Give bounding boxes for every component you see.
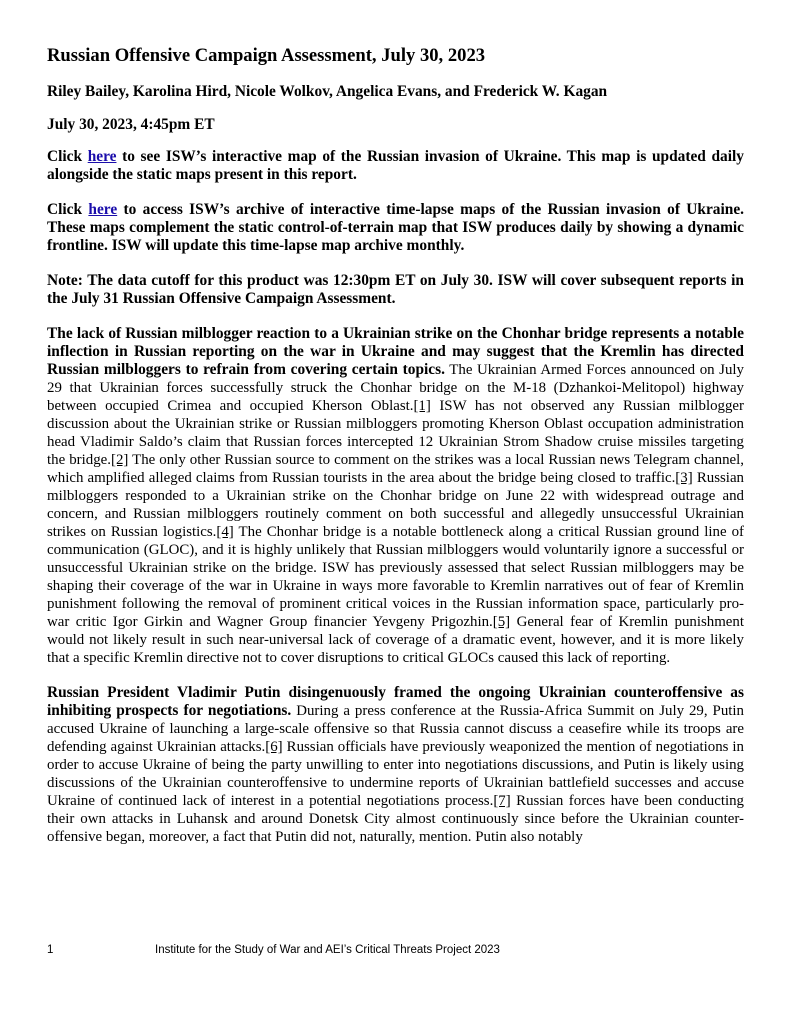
- lead-sentence: The lack of Russian milblogger reaction to a Ukrainian strike on the Chonhar bridge represents a notable inflection in Russian reporting on the war in Ukraine and may suggest that the Kremlin has directed Russian milbloggers to refrain from covering certain topics.: [47, 325, 744, 378]
- footer-organization: Institute for the Study of War and AEI’s Critical Threats Project 2023: [155, 944, 500, 956]
- footnote-link-2[interactable]: [2]: [110, 452, 129, 468]
- footnote-link-3[interactable]: [3]: [675, 470, 693, 486]
- paragraph-putin-negotiations: Russian President Vladimir Putin disingenuously framed the ongoing Ukrainian counteroffensive as inhibiting prospects for negotiations. During a press conference at the Russia-Africa Summit on July 29, Putin accused Ukraine of launching a large-scale offensive so that Russia cannot discuss a ceasefire while its troops are defending against Ukrainian attacks.[6] Russian officials have previously weaponized the mention of negotiations in order to accuse Ukraine of being the party unwilling to enter into negotiations discussions, and Putin is likely using discussions of the Ukrainian counteroffensive to undermine reports of Ukrainian battlefield successes and accuse Ukraine of continued lack of interest in a potential negotiations process.[7] Russian forces have been conducting their own attacks in Luhansk and around Donetsk City almost continuously since before the Ukrainian counter-offensive began, moreover, a fact that Putin did not, naturally, mention. Putin also notably: [47, 684, 744, 845]
- timelapse-archive-link[interactable]: here: [88, 201, 118, 218]
- report-authors: Riley Bailey, Karolina Hird, Nicole Wolkov, Angelica Evans, and Frederick W. Kagan: [47, 83, 608, 100]
- footnote-link-7[interactable]: [7]: [493, 793, 511, 809]
- data-cutoff-note: Note: The data cutoff for this product was 12:30pm ET on July 30. ISW will cover subsequent reports in the July 31 Russian Offensive Campaign Assessment.: [47, 272, 744, 307]
- interactive-map-link[interactable]: here: [87, 148, 117, 165]
- report-title: Russian Offensive Campaign Assessment, July 30, 2023: [47, 45, 486, 66]
- report-date: July 30, 2023, 4:45pm ET: [47, 116, 215, 133]
- page-number: 1: [47, 944, 54, 956]
- lead-sentence: Russian President Vladimir Putin disingenuously framed the ongoing Ukrainian counteroffensive as inhibiting prospects for negotiations.: [47, 684, 744, 719]
- footnote-link-6[interactable]: [6]: [265, 739, 283, 755]
- footnote-link-4[interactable]: [4]: [216, 524, 234, 540]
- footnote-link-1[interactable]: [1]: [413, 398, 431, 414]
- timelapse-map-note: Click here to access ISW’s archive of interactive time-lapse maps of the Russian invasion of Ukraine. These maps complement the static control-of-terrain map that ISW produces daily by showing a dynamic frontline. ISW will update this time-lapse map archive monthly.: [47, 201, 744, 254]
- report-body: [47, 44, 744, 863]
- paragraph-chonhar-bridge: The lack of Russian milblogger reaction to a Ukrainian strike on the Chonhar bridge represents a notable inflection in Russian reporting on the war in Ukraine and may suggest that the Kremlin has directed Russian milbloggers to refrain from covering certain topics. The Ukrainian Armed Forces announced on July 29 that Ukrainian forces successfully struck the Chonhar bridge on the M-18 (Dzhankoi-Melitopol) highway between occupied Crimea and occupied Kherson Oblast.[1] ISW has not observed any Russian milblogger discussion about the Ukrainian strike or Russian milbloggers promoting Kherson Oblast occupation administration head Vladimir Saldo’s claim that Russian forces intercepted 12 Ukrainian Strom Shadow cruise missiles targeting the bridge.[2] The only other Russian source to comment on the strikes was a local Russian news Telegram channel, which amplified alleged claims from Russian tourists in the area about the bridge being closed to traffic.[3] Russian milbloggers responded to a Ukrainian strike on the Chonhar bridge on June 22 with widespread outrage and concern, and Russian milbloggers routinely comment on both successful and allegedly unsuccessful Ukrainian strikes on Russian logistics.[4] The Chonhar bridge is a notable bottleneck along a critical Russian ground line of communication (GLOC), and it is highly unlikely that Russian milbloggers would voluntarily ignore a successful or unsuccessful Ukrainian strike on the bridge. ISW has previously assessed that select Russian milbloggers may be shaping their coverage of the war in Ukraine in ways more favorable to Kremlin narratives out of fear of Kremlin punishment following the removal of prominent critical voices in the Russian information space, particularly pro-war critic Igor Girkin and Wagner Group financier Yevgeny Prigozhin.[5] General fear of Kremlin punishment would not likely result in such near-universal lack of coverage of a dramatic event, however, and it is more likely that a specific Kremlin directive not to cover disruptions to critical GLOCs caused this lack of reporting.: [47, 325, 745, 666]
- interactive-map-note: Click here to see ISW’s interactive map of the Russian invasion of Ukraine. This map is updated daily alongside the static maps present in this report.: [47, 148, 744, 183]
- footnote-link-5[interactable]: [5]: [492, 614, 511, 630]
